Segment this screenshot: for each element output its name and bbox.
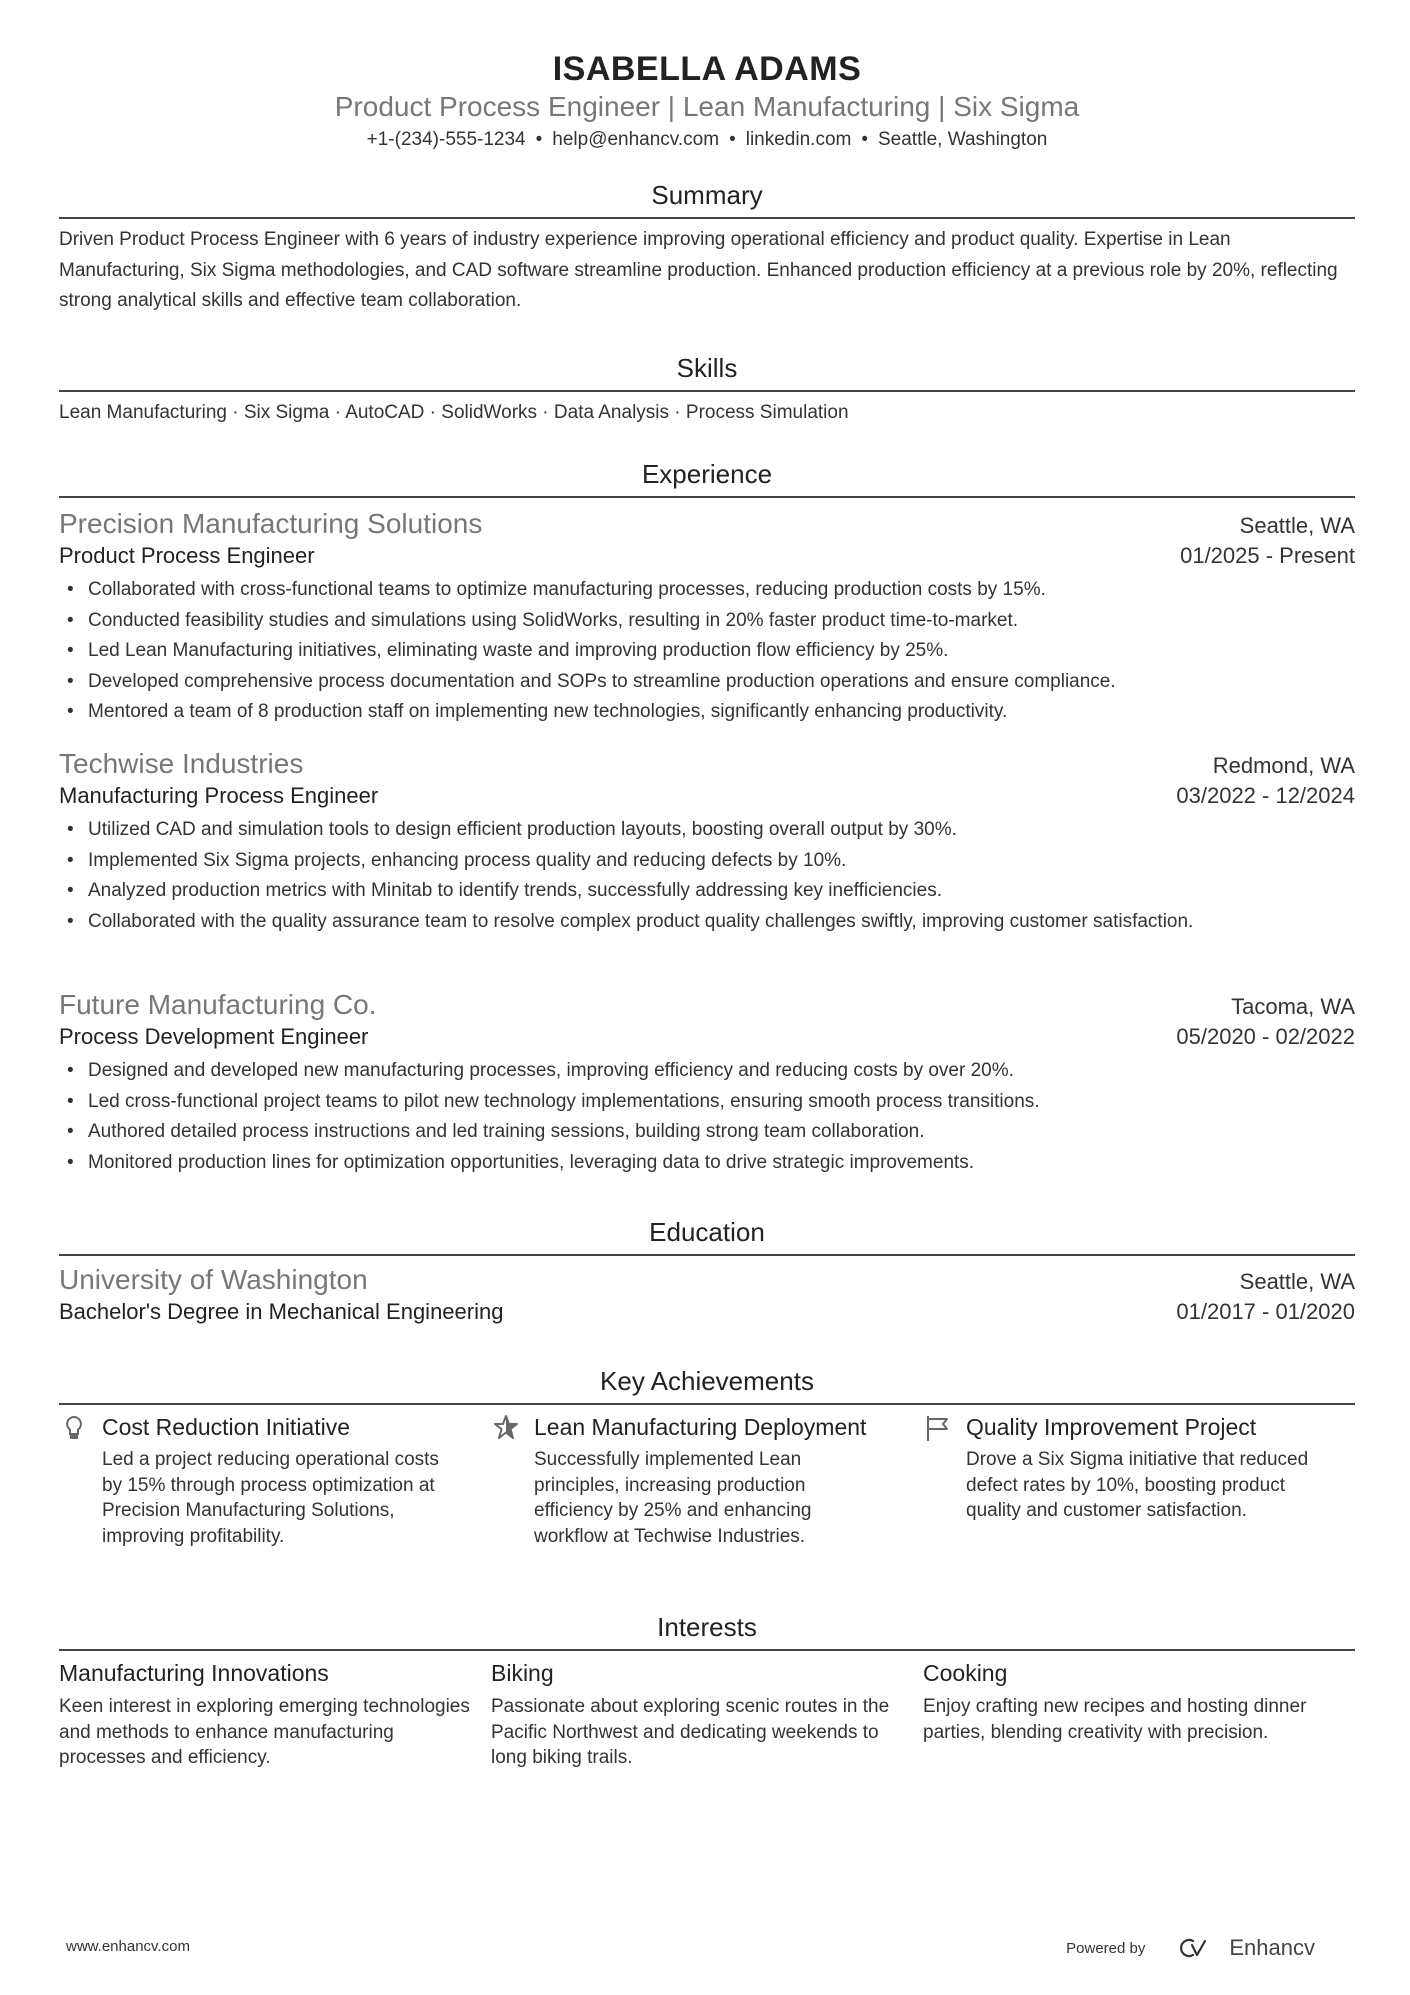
bullet: • Collaborated with the quality assurance team to resolve complex product quality challenges swiftly, improving customer satisfaction. bbox=[59, 907, 1355, 938]
interest-item bbox=[491, 1658, 923, 1771]
bullet: • Led Lean Manufacturing initiatives, eliminating waste and improving production flow efficiency by 25%. bbox=[59, 636, 1355, 667]
footer bbox=[66, 1935, 1355, 1960]
candidate-name: ISABELLA ADAMS bbox=[552, 50, 862, 88]
summary-section bbox=[59, 180, 1355, 317]
star-icon bbox=[493, 1414, 519, 1442]
achievement-item bbox=[59, 1412, 491, 1549]
contact-info bbox=[59, 129, 1355, 151]
job-dates: 03/2022 - 12/2024 bbox=[1176, 783, 1355, 808]
powered-by-label: Powered by bbox=[1066, 1939, 1146, 1957]
job-entry bbox=[59, 748, 1355, 937]
website-link[interactable]: www.enhancv.com bbox=[66, 1938, 190, 1955]
job-title: Process Development Engineer bbox=[59, 1024, 369, 1049]
achievement-title: Lean Manufacturing Deployment bbox=[534, 1414, 867, 1440]
skills-list: Lean Manufacturing · Six Sigma · AutoCAD · SolidWorks · Data Analysis · Process Simulation bbox=[59, 402, 849, 423]
headline: Product Process Engineer | Lean Manufacturing | Six Sigma bbox=[334, 91, 1080, 122]
flag-icon bbox=[925, 1414, 951, 1442]
interest-text: Keen interest in exploring emerging technologies and methods to enhance manufacturing processes and efficiency. bbox=[59, 1696, 470, 1768]
separator: • bbox=[729, 129, 736, 150]
section-heading: Summary bbox=[59, 180, 1355, 219]
interest-item bbox=[923, 1658, 1355, 1771]
job-entry bbox=[59, 989, 1355, 1178]
achievement-title: Cost Reduction Initiative bbox=[102, 1414, 351, 1440]
phone: +1-(234)-555-1234 bbox=[366, 129, 526, 150]
section-heading: Experience bbox=[59, 459, 1355, 498]
bullet: • Utilized CAD and simulation tools to design efficient production layouts, boosting overall output by 30%. bbox=[59, 815, 1355, 846]
school-name: University of Washington bbox=[59, 1264, 368, 1295]
job-title: Product Process Engineer bbox=[59, 543, 315, 568]
interest-item bbox=[59, 1658, 491, 1771]
achievement-item bbox=[491, 1412, 923, 1549]
linkedin-link[interactable]: linkedin.com bbox=[745, 129, 852, 150]
section-heading: Key Achievements bbox=[59, 1366, 1355, 1405]
job-title: Manufacturing Process Engineer bbox=[59, 783, 379, 808]
interest-title: Biking bbox=[491, 1660, 554, 1686]
summary-text: Driven Product Process Engineer with 6 years of industry experience improving operational efficiency and product quality. Expertise in Lean Manufacturing, Six Sigma methodologies, and CAD software streamline production. Enhanced production efficiency at a previous role by 20%, reflecting strong analytical skills and effective team collaboration. bbox=[59, 229, 1338, 312]
bullet: • Designed and developed new manufacturing processes, improving efficiency and reducing costs by over 20%. bbox=[59, 1056, 1355, 1087]
job-location: Redmond, WA bbox=[1212, 753, 1355, 778]
lightbulb-icon bbox=[61, 1414, 87, 1442]
company-name: Techwise Industries bbox=[59, 748, 304, 779]
education-section bbox=[59, 1217, 1355, 1325]
job-entry bbox=[59, 508, 1355, 728]
job-location: Tacoma, WA bbox=[1231, 994, 1355, 1019]
section-heading: Education bbox=[59, 1217, 1355, 1256]
bullet: • Collaborated with cross-functional teams to optimize manufacturing processes, reducing production costs by 15%. bbox=[59, 575, 1355, 606]
interests-section bbox=[59, 1612, 1355, 1771]
bullet: • Authored detailed process instructions and led training sessions, building strong team collaboration. bbox=[59, 1117, 1355, 1148]
bullet: • Monitored production lines for optimization opportunities, leveraging data to drive strategic improvements. bbox=[59, 1148, 1355, 1179]
interest-title: Cooking bbox=[923, 1660, 1008, 1686]
degree: Bachelor's Degree in Mechanical Engineering bbox=[59, 1299, 504, 1324]
powered-by bbox=[1066, 1935, 1315, 1961]
skills-section bbox=[59, 353, 1355, 429]
interest-text: Passionate about exploring scenic routes in the Pacific Northwest and dedicating weekends to long biking trails. bbox=[491, 1696, 890, 1768]
company-name: Future Manufacturing Co. bbox=[59, 989, 377, 1020]
bullet: • Analyzed production metrics with Minitab to identify trends, successfully addressing key inefficiencies. bbox=[59, 876, 1355, 907]
job-dates: 05/2020 - 02/2022 bbox=[1176, 1024, 1355, 1049]
achievements-section bbox=[59, 1366, 1355, 1549]
job-dates: 01/2025 - Present bbox=[1180, 543, 1355, 568]
bullet: • Led cross-functional project teams to pilot new technology implementations, ensuring smooth process transitions. bbox=[59, 1087, 1355, 1118]
bullet: • Conducted feasibility studies and simulations using SolidWorks, resulting in 20% faster product time-to-market. bbox=[59, 606, 1355, 637]
company-name: Precision Manufacturing Solutions bbox=[59, 508, 483, 539]
section-heading: Skills bbox=[59, 353, 1355, 392]
section-heading: Interests bbox=[59, 1612, 1355, 1651]
bullet: • Mentored a team of 8 production staff on implementing new technologies, significantly enhancing productivity. bbox=[59, 697, 1355, 728]
achievement-text: Drove a Six Sigma initiative that reduced defect rates by 10%, boosting product quality and customer satisfaction. bbox=[966, 1449, 1309, 1521]
enhancv-logo-icon bbox=[1173, 1936, 1219, 1960]
separator: • bbox=[535, 129, 543, 150]
job-location: Seattle, WA bbox=[1239, 513, 1355, 538]
school-location: Seattle, WA bbox=[1239, 1269, 1355, 1294]
achievement-item bbox=[923, 1412, 1355, 1549]
email-link[interactable]: help@enhancv.com bbox=[552, 129, 720, 150]
achievement-text: Led a project reducing operational costs by 15% through process optimization at Precision Manufacturing Solutions, improving profitability. bbox=[102, 1449, 439, 1547]
location: Seattle, Washington bbox=[878, 129, 1048, 150]
achievement-text: Successfully implemented Lean principles, increasing production efficiency by 25% and enhancing workflow at Techwise Industries. bbox=[534, 1449, 812, 1547]
interest-title: Manufacturing Innovations bbox=[59, 1660, 329, 1686]
bullet: • Implemented Six Sigma projects, enhancing process quality and reducing defects by 10%. bbox=[59, 846, 1355, 877]
bullet: • Developed comprehensive process documentation and SOPs to streamline production operations and ensure compliance. bbox=[59, 667, 1355, 698]
brand-name: Enhancv bbox=[1229, 1935, 1315, 1960]
interest-text: Enjoy crafting new recipes and hosting dinner parties, blending creativity with precision. bbox=[923, 1696, 1307, 1743]
education-dates: 01/2017 - 01/2020 bbox=[1176, 1299, 1355, 1324]
experience-section bbox=[59, 459, 1355, 498]
achievement-title: Quality Improvement Project bbox=[966, 1414, 1257, 1440]
separator: • bbox=[861, 129, 868, 150]
